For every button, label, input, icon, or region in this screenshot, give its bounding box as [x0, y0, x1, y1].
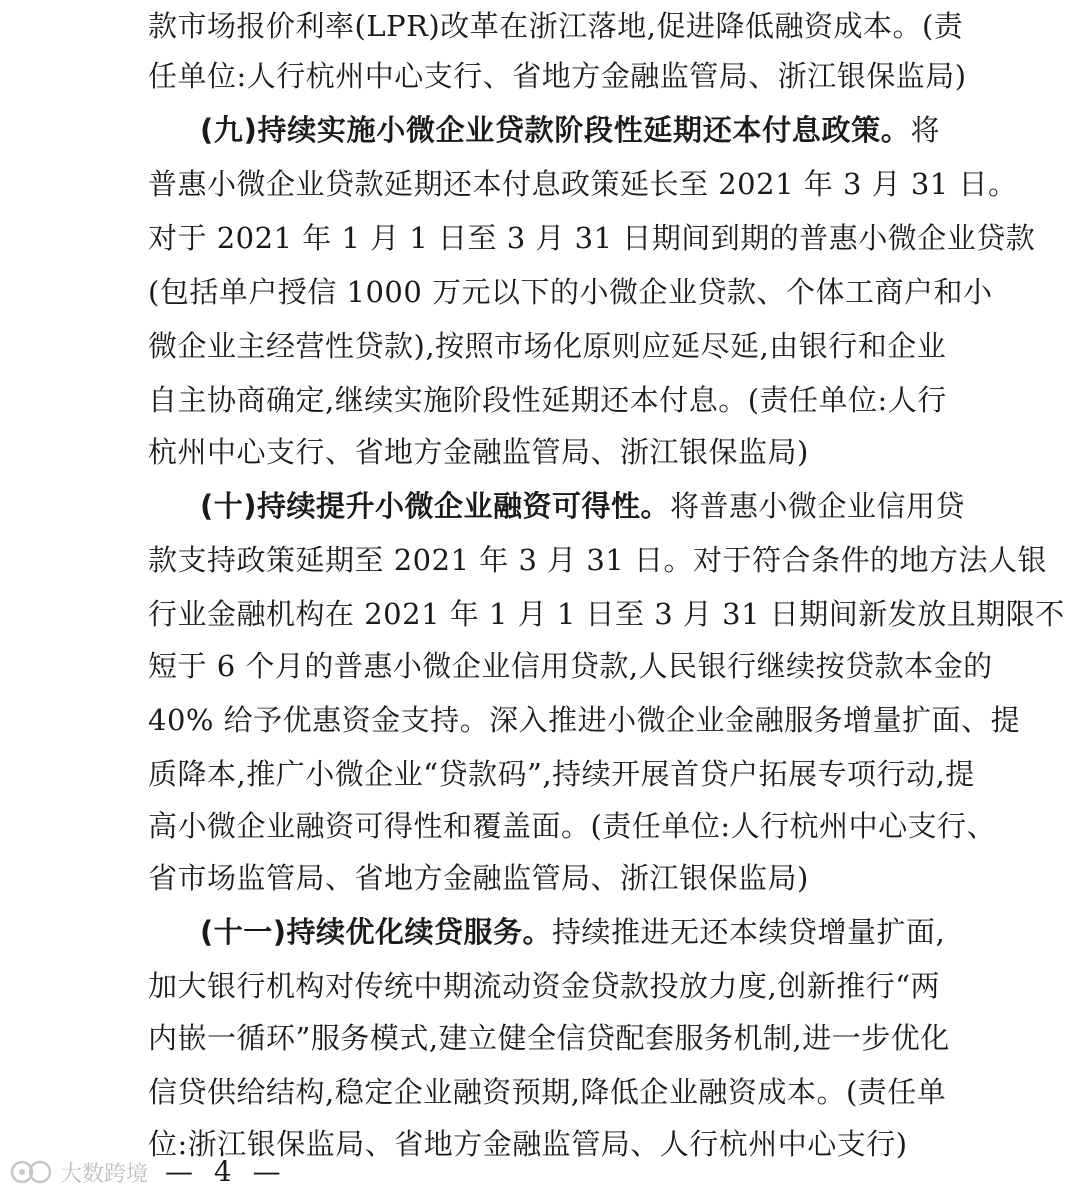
watermark-text: 大数跨境 [60, 1161, 149, 1187]
section-heading: (九)持续实施小微企业贷款阶段性延期还本付息政策。 [200, 113, 911, 147]
text-line: 杭州中心支行、省地方金融监管局、浙江银保监局) [148, 435, 809, 469]
section-9-heading-line: (九)持续实施小微企业贷款阶段性延期还本付息政策。将 [200, 113, 940, 147]
text-line: 信贷供给结构,稳定企业融资预期,降低企业融资成本。(责任单 [148, 1075, 947, 1109]
page-number: — 4 — [165, 1155, 287, 1188]
text-line: 短于 6 个月的普惠小微企业信用贷款,人民银行继续按贷款本金的 [148, 649, 993, 683]
text-line: 任单位:人行杭州中心支行、省地方金融监管局、浙江银保监局) [148, 59, 967, 93]
text-line: 微企业主经营性贷款),按照市场化原则应延尽延,由银行和企业 [148, 329, 947, 363]
section-11-heading-line: (十一)持续优化续贷服务。持续推进无还本续贷增量扩面, [200, 915, 946, 949]
text-line: 普惠小微企业贷款延期还本付息政策延长至 2021 年 3 月 31 日。 [148, 167, 1018, 201]
text-line: 质降本,推广小微企业“贷款码”,持续开展首贷户拓展专项行动,提 [148, 757, 975, 791]
text-line: 40% 给予优惠资金支持。深入推进小微企业金融服务增量扩面、提 [148, 703, 1021, 737]
text-line: 款市场报价利率(LPR)改革在浙江落地,促进降低融资成本。(责 [148, 9, 964, 43]
text-line: 位:浙江银保监局、省地方金融监管局、人行杭州中心支行) [148, 1127, 908, 1161]
text-line: 对于 2021 年 1 月 1 日至 3 月 31 日期间到期的普惠小微企业贷款 [148, 221, 1036, 255]
page-footer [0, 1150, 1080, 1195]
section-10-heading-line: (十)持续提升小微企业融资可得性。将普惠小微企业信用贷 [200, 489, 966, 523]
text-line: (包括单户授信 1000 万元以下的小微企业贷款、个体工商户和小 [148, 275, 993, 309]
text-line: 行业金融机构在 2021 年 1 月 1 日至 3 月 31 日期间新发放且期限不 [148, 597, 1065, 631]
text-line: 加大银行机构对传统中期流动资金贷款投放力度,创新推行“两 [148, 969, 941, 1003]
text-line: 省市场监管局、省地方金融监管局、浙江银保监局) [148, 861, 809, 895]
text-line: 自主协商确定,继续实施阶段性延期还本付息。(责任单位:人行 [148, 383, 947, 417]
text-line: 高小微企业融资可得性和覆盖面。(责任单位:人行杭州中心支行、 [148, 809, 997, 843]
section-heading: (十)持续提升小微企业融资可得性。 [200, 489, 671, 523]
text-line: 款支持政策延期至 2021 年 3 月 31 日。对于符合条件的地方法人银 [148, 543, 1047, 577]
watermark [8, 1156, 148, 1188]
watermark-logo-icon [8, 1158, 54, 1186]
text-line: 内嵌一循环”服务模式,建立健全信贷配套服务机制,进一步优化 [148, 1021, 950, 1055]
section-heading: (十一)持续优化续贷服务。 [200, 915, 553, 949]
